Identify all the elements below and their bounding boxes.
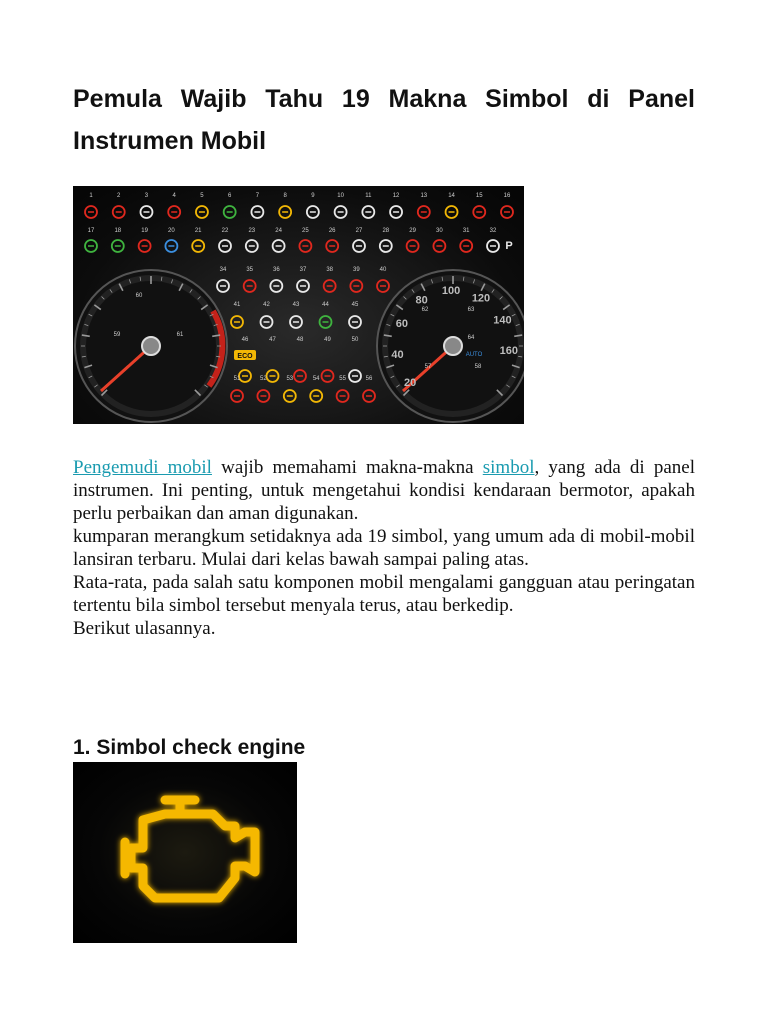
warning-symbol-icon bbox=[270, 280, 282, 292]
symbol-number: 3 bbox=[144, 193, 149, 199]
speed-label: 120 bbox=[471, 292, 491, 305]
speed-label: 20 bbox=[403, 376, 417, 389]
symbol-number: 32 bbox=[489, 228, 497, 234]
symbol-number: 64 bbox=[467, 335, 475, 341]
warning-symbol-icon bbox=[85, 206, 97, 218]
symbol-number: 22 bbox=[221, 228, 229, 234]
symbol-number: 4 bbox=[172, 193, 176, 199]
symbol-number: 13 bbox=[420, 193, 428, 199]
speed-label: 80 bbox=[415, 294, 428, 307]
symbol-number: 36 bbox=[272, 267, 280, 273]
warning-symbol-icon bbox=[244, 280, 256, 292]
warning-symbol-icon bbox=[251, 206, 263, 218]
symbol-number: 1 bbox=[89, 193, 93, 199]
symbol-number: 56 bbox=[365, 376, 373, 382]
symbol-number: 55 bbox=[339, 376, 346, 382]
paragraph-1-text-2: , yang ada di panel instrumen. Ini penting, untuk mengetahui kondisi kendaraan bermotor, apakah perlu perbaikan dan aman digunakan. bbox=[73, 457, 695, 524]
symbol-icons-row-1 bbox=[85, 206, 513, 218]
symbol-number: 57 bbox=[424, 364, 432, 370]
symbol-numbers-row-5 bbox=[242, 337, 359, 343]
symbol-icons-row-3 bbox=[217, 280, 389, 292]
symbol-number: 35 bbox=[246, 267, 254, 273]
warning-symbol-icon bbox=[380, 240, 392, 252]
warning-symbol-icon bbox=[140, 206, 152, 218]
symbol-number: 26 bbox=[328, 228, 336, 234]
warning-symbol-icon bbox=[257, 390, 269, 402]
symbol-number: 24 bbox=[275, 228, 282, 234]
symbol-number: 58 bbox=[474, 364, 482, 370]
warning-symbol-icon bbox=[231, 390, 243, 402]
simbol-link[interactable]: simbol bbox=[482, 457, 535, 478]
warning-symbol-icon bbox=[377, 280, 389, 292]
warning-symbol-icon bbox=[231, 316, 243, 328]
symbol-number: 10 bbox=[337, 193, 344, 199]
pengemudi-mobil-link[interactable]: Pengemudi mobil bbox=[73, 457, 212, 478]
symbol-number: 46 bbox=[241, 337, 249, 343]
symbol-number: 54 bbox=[312, 376, 320, 382]
symbol-number: 41 bbox=[233, 302, 241, 308]
symbol-number: 48 bbox=[296, 337, 304, 343]
warning-symbol-icon bbox=[299, 240, 311, 252]
symbol-icons-row-4 bbox=[231, 316, 361, 328]
symbol-number: 8 bbox=[283, 193, 287, 199]
warning-symbol-icon bbox=[407, 240, 419, 252]
symbol-number: 9 bbox=[311, 193, 315, 199]
warning-symbol-icon bbox=[353, 240, 365, 252]
warning-symbol-icon bbox=[112, 240, 124, 252]
symbol-number: 28 bbox=[382, 228, 390, 234]
article-body bbox=[73, 456, 695, 640]
warning-symbol-icon bbox=[290, 316, 302, 328]
warning-symbol-icon bbox=[273, 240, 285, 252]
symbol-icons-row-2 bbox=[85, 240, 499, 252]
section-heading-check-engine: 1. Simbol check engine bbox=[73, 736, 306, 759]
warning-symbol-icon bbox=[219, 240, 231, 252]
symbol-numbers-row-3 bbox=[220, 267, 387, 273]
warning-symbol-icon bbox=[113, 206, 125, 218]
symbol-number: 25 bbox=[302, 228, 309, 234]
warning-symbol-icon bbox=[307, 206, 319, 218]
paragraph-1-text-1: wajib memahami makna-makna bbox=[211, 457, 483, 478]
warning-symbol-icon bbox=[165, 240, 177, 252]
speed-label: 160 bbox=[499, 344, 519, 357]
paragraph-1 bbox=[73, 456, 695, 525]
warning-symbol-icon bbox=[446, 206, 458, 218]
warning-symbol-icon bbox=[362, 206, 374, 218]
warning-symbol-icon bbox=[326, 240, 338, 252]
warning-symbol-icon bbox=[261, 316, 273, 328]
symbol-number: 19 bbox=[141, 228, 148, 234]
warning-symbol-icon bbox=[139, 240, 151, 252]
warning-symbol-icon bbox=[322, 370, 334, 382]
eco-label: ECO bbox=[237, 353, 253, 360]
warning-symbol-icon bbox=[349, 316, 361, 328]
warning-symbol-icon bbox=[168, 206, 180, 218]
symbol-number: 62 bbox=[421, 307, 429, 313]
symbol-numbers-row-4 bbox=[234, 302, 359, 308]
speed-label: 100 bbox=[441, 285, 461, 298]
warning-symbol-icon bbox=[473, 206, 485, 218]
symbol-number: 15 bbox=[475, 193, 483, 199]
speed-label: 40 bbox=[391, 348, 404, 361]
dashboard-symbols-image bbox=[73, 186, 524, 424]
warning-symbol-icon bbox=[418, 206, 430, 218]
symbol-number: 31 bbox=[462, 228, 470, 234]
symbol-number: 43 bbox=[292, 302, 300, 308]
symbol-numbers-row-2 bbox=[88, 228, 497, 234]
warning-symbol-icon bbox=[350, 280, 362, 292]
symbol-number: 52 bbox=[260, 376, 267, 382]
symbol-number: 61 bbox=[176, 332, 184, 338]
symbol-number: 37 bbox=[299, 267, 307, 273]
warning-symbol-icon bbox=[363, 390, 375, 402]
symbol-number: 6 bbox=[227, 193, 232, 199]
symbol-number: 12 bbox=[392, 193, 400, 199]
symbol-number: 20 bbox=[168, 228, 175, 234]
symbol-number: 60 bbox=[135, 293, 143, 299]
paragraph-3: Rata-rata, pada salah satu komponen mobil mengalami gangguan atau peringatan tertentu bila simbol tersebut menyala terus, atau berkedip. bbox=[73, 572, 695, 616]
warning-symbol-icon bbox=[192, 240, 204, 252]
symbol-number: 23 bbox=[248, 228, 256, 234]
warning-symbol-icon bbox=[297, 280, 309, 292]
warning-symbol-icon bbox=[224, 206, 236, 218]
symbol-number: 39 bbox=[352, 267, 360, 273]
warning-symbol-icon bbox=[279, 206, 291, 218]
paragraph-4: Berikut ulasannya. bbox=[73, 618, 216, 639]
warning-symbol-icon bbox=[460, 240, 472, 252]
symbol-number: 44 bbox=[322, 302, 329, 308]
symbol-number: 42 bbox=[263, 302, 270, 308]
speed-label: 60 bbox=[395, 318, 408, 331]
symbol-number: 7 bbox=[255, 193, 260, 199]
warning-symbol-icon bbox=[349, 370, 361, 382]
warning-symbol-icon bbox=[501, 206, 513, 218]
warning-symbol-icon bbox=[487, 240, 499, 252]
symbol-number: 14 bbox=[448, 193, 455, 199]
warning-symbol-icon bbox=[239, 370, 251, 382]
symbol-number: 27 bbox=[355, 228, 363, 234]
check-engine-icon bbox=[73, 762, 297, 943]
right-gauge-hub bbox=[444, 337, 462, 355]
warning-symbol-icon bbox=[267, 370, 279, 382]
symbol-number: 29 bbox=[409, 228, 416, 234]
warning-symbol-icon bbox=[335, 206, 347, 218]
warning-symbol-icon bbox=[284, 390, 296, 402]
symbol-number: 2 bbox=[117, 193, 121, 199]
speed-label: 140 bbox=[493, 314, 512, 327]
symbol-number: 51 bbox=[233, 376, 241, 382]
symbol-number: 63 bbox=[467, 307, 475, 313]
check-engine-image bbox=[73, 762, 297, 943]
symbol-number: 21 bbox=[194, 228, 202, 234]
symbol-number: 45 bbox=[351, 302, 359, 308]
warning-symbol-icon bbox=[337, 390, 349, 402]
warning-symbol-icon bbox=[433, 240, 445, 252]
symbol-number: 18 bbox=[114, 228, 122, 234]
paragraph-2: kumparan merangkum setidaknya ada 19 simbol, yang umum ada di mobil-mobil lansiran terbaru. Mulai dari kelas bawah sampai paling atas. bbox=[73, 526, 695, 570]
warning-symbol-icon bbox=[310, 390, 322, 402]
symbol-number: 50 bbox=[351, 337, 359, 343]
symbol-number: 34 bbox=[219, 267, 227, 273]
warning-symbol-icon bbox=[320, 316, 332, 328]
symbol-number: 30 bbox=[436, 228, 443, 234]
symbol-number: 49 bbox=[324, 337, 331, 343]
left-gauge-hub bbox=[142, 337, 160, 355]
warning-symbol-icon bbox=[390, 206, 402, 218]
symbol-number: 5 bbox=[200, 193, 204, 199]
warning-symbol-icon bbox=[324, 280, 336, 292]
symbol-number: 16 bbox=[503, 193, 511, 199]
warning-symbol-icon bbox=[85, 240, 97, 252]
symbol-number: 47 bbox=[269, 337, 276, 343]
warning-symbol-icon bbox=[217, 280, 229, 292]
symbol-number: 40 bbox=[379, 267, 387, 273]
symbol-number: 17 bbox=[87, 228, 95, 234]
parking-label: P bbox=[505, 240, 513, 252]
auto-label: AUTO bbox=[465, 352, 483, 358]
symbol-number: 53 bbox=[286, 376, 294, 382]
symbol-number: 59 bbox=[113, 332, 121, 338]
symbol-numbers-row-1 bbox=[89, 193, 511, 199]
symbol-number: 11 bbox=[365, 193, 372, 199]
symbol-number: 38 bbox=[326, 267, 334, 273]
symbol-icons-row-6 bbox=[231, 390, 375, 402]
warning-symbol-icon bbox=[246, 240, 258, 252]
warning-symbol-icon bbox=[196, 206, 208, 218]
dashboard-illustration bbox=[73, 186, 524, 424]
page-title: Pemula Wajib Tahu 19 Makna Simbol di Panel Instrumen Mobil bbox=[73, 85, 695, 155]
warning-symbol-icon bbox=[294, 370, 306, 382]
